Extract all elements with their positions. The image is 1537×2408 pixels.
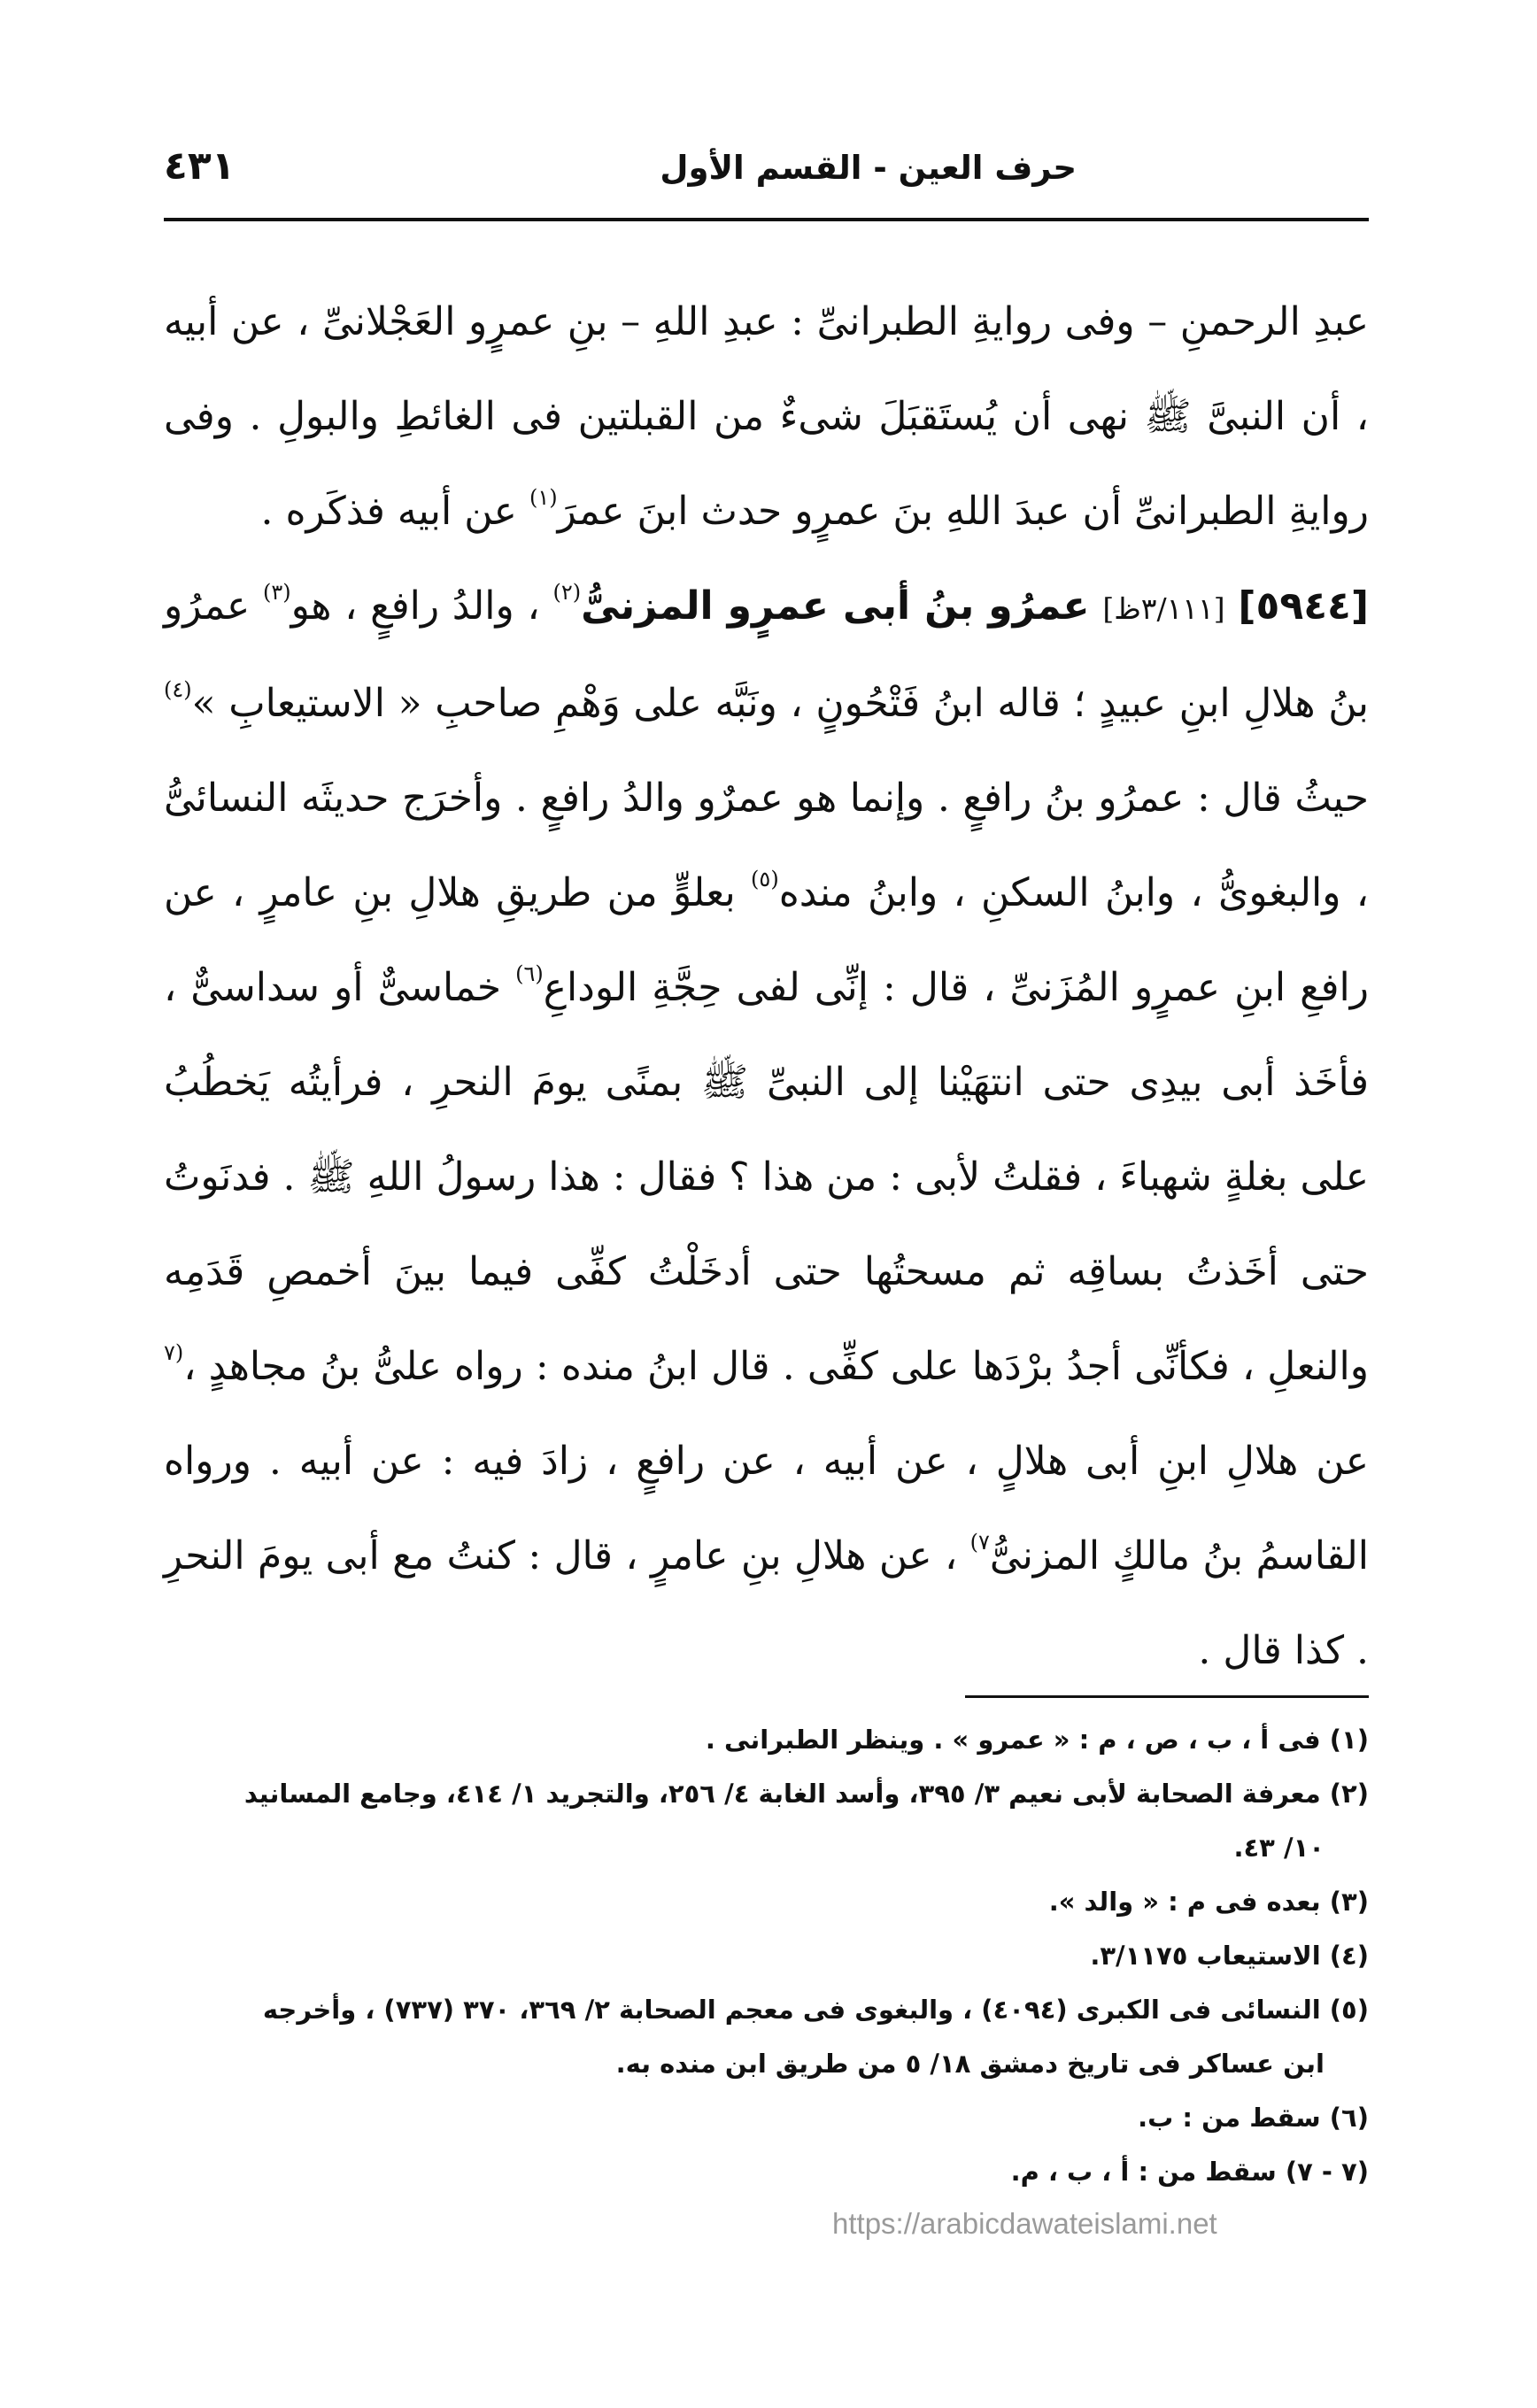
footnote-text: (٥) النسائى فى الكبرى (٤٠٩٤) ، والبغوى فى معجم الصحابة ٢/ ٣٦٩، ٣٧٠ (٧٣٧) ، وأخرجه bbox=[262, 1995, 1369, 2025]
footnote bbox=[164, 1713, 1369, 1767]
paragraph-continuation bbox=[164, 274, 1369, 559]
footnote bbox=[164, 1983, 1369, 2091]
entry-text: عن هلالِ ابنِ أبى هلالٍ ، عن أبيه ، عن رافعٍ ، زادَ فيه : عن أبيه . ورواه القاسمُ بنُ مالكٍ المزنىُّ bbox=[164, 1439, 1370, 1578]
entry-name: عمرُو بنُ أبى عمرٍو المزنىُّ bbox=[581, 583, 1090, 629]
page-number: ٤٣١ bbox=[164, 143, 236, 189]
entry-text: ، والدُ رافعٍ ، هو bbox=[290, 583, 540, 629]
entry-text: خماسىٌّ أو سداسىٌّ ، فأخَذ أبى بيدِى حتى انتهَيْنا إلى النبىِّ ﷺ بمنًى يومَ النحرِ ، فرأيتُه يَخطُبُ على بغلةٍ شهباءَ ، فقلتُ لأبى : من هذا ؟ فقال : هذا رسولُ اللهِ ﷺ . فدنَوتُ حتى أخَذتُ بساقِه ثم مسحتُها حتى أدخَلْتُ كفِّى فيما بينَ أخمصِ قَدَمِه والنعلِ ، فكأنِّى أجدُ برْدَها على كفِّى . قال ابنُ منده : رواه علىُّ بنُ مجاهدٍ ، bbox=[164, 965, 1369, 1389]
footnote-text: (١) فى أ ، ب ، ص ، م : « عمرو » . وينظر الطبرانى . bbox=[705, 1725, 1369, 1755]
footnote bbox=[164, 2145, 1369, 2199]
paragraph-text: عن أبيه فذكَره . bbox=[260, 489, 529, 534]
entry-paragraph bbox=[164, 559, 1369, 1698]
footnote-text: (٧ - ٧) سقط من : أ ، ب ، م. bbox=[1010, 2157, 1369, 2187]
footnote-marker: (٥) bbox=[751, 867, 779, 891]
footnote-text: (٦) سقط من : ب. bbox=[1138, 2103, 1369, 2133]
footnote-continuation: ابن عساكر فى تاريخ دمشق ١٨/ ٥ من طريق ابن منده به. bbox=[615, 2049, 1325, 2079]
footnote-continuation: ١٠/ ٤٣. bbox=[1233, 1833, 1325, 1863]
footnote-text: (٢) معرفة الصحابة لأبى نعيم ٣/ ٣٩٥، وأسد الغابة ٤/ ٢٥٦، والتجريد ١/ ٤١٤، وجامع المسانيد bbox=[243, 1779, 1369, 1809]
footnotes bbox=[164, 1713, 1369, 2199]
header-rule bbox=[164, 218, 1369, 221]
running-title: حرف العين - القسم الأول bbox=[660, 149, 1077, 187]
footnote-text: (٤) الاستيعاب ٣/١١٧٥. bbox=[1090, 1941, 1369, 1971]
watermark-url: https://arabicdawateislami.net bbox=[832, 2207, 1217, 2240]
entry-text: عمرُو بنُ هلالِ ابنِ عبيدٍ ؛ قاله ابنُ فَتْحُونٍ ، ونَبَّه على وَهْمِ صاحبِ « الاستيعابِ » bbox=[164, 583, 1369, 726]
footnote bbox=[164, 2091, 1369, 2145]
footnote-rule bbox=[965, 1695, 1369, 1698]
paragraph-text: عبدِ الرحمنِ – وفى روايةِ الطبرانىِّ : عبدِ اللهِ – بنِ عمرٍو العَجْلانىِّ ، عن أبيه ، أن النبىَّ ﷺ نهى أن يُستَقبَلَ شىءٌ من القبلتين فى الغائطِ والبولِ . وفى روايةِ الطبرانىِّ أن عبدَ اللهِ بنَ عمرٍو حدث ابنَ عمرَ bbox=[164, 299, 1369, 534]
entry-text: ، عن هلالِ بنِ عامرٍ ، قال : كنتُ مع أبى يومَ النحرِ . كذا قال . bbox=[164, 1533, 1369, 1673]
footnote-marker: ٧) bbox=[969, 1530, 990, 1555]
main-text bbox=[164, 274, 1369, 1698]
footnote-marker: (١) bbox=[529, 485, 558, 510]
footnote bbox=[164, 1875, 1369, 1929]
entry-text: حيثُ قال : عمرُو بنُ رافعٍ . وإنما هو عمرٌو والدُ رافعٍ . وأخرَج حديثَه النسائىُّ ، والبغوىُّ ، وابنُ السكنِ ، وابنُ منده bbox=[164, 776, 1369, 915]
footnote-marker: (٢) bbox=[552, 580, 582, 605]
footnote bbox=[164, 1767, 1369, 1875]
running-head bbox=[164, 133, 1369, 204]
footnote-marker: (٧ bbox=[164, 1340, 184, 1365]
footnote-marker: (٦) bbox=[515, 961, 544, 986]
footnote-text: (٣) بعده فى م : « والد ». bbox=[1048, 1887, 1369, 1917]
manuscript-reference: [٣/١١١ظ] bbox=[1102, 591, 1225, 626]
footnote bbox=[164, 1929, 1369, 1983]
footnote-marker: (٤) bbox=[164, 677, 192, 702]
entry-text: بعلوٍّ من طريقِ هلالِ بنِ عامرٍ ، عن رافعِ ابنِ عمرٍو المُزَنىِّ ، قال : إنِّى لفى حِجَّةِ الوداعِ bbox=[164, 870, 1369, 1010]
entry-number: [٥٩٤٤] bbox=[1238, 583, 1370, 629]
footnote-marker: (٣) bbox=[262, 580, 291, 605]
